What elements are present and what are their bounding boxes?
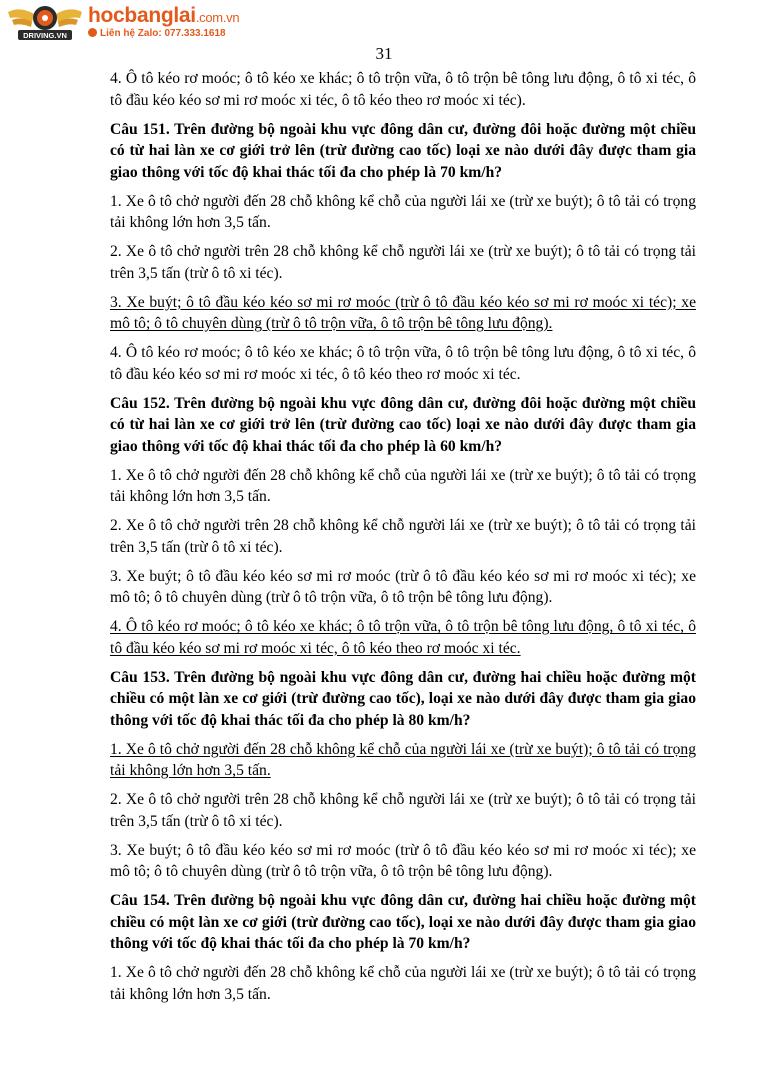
brand-main: hocbanglai <box>88 4 196 27</box>
answer-option <box>110 241 696 284</box>
answer-option <box>110 789 696 832</box>
driving-logo-icon <box>6 2 84 42</box>
answer-option-text: 3. Xe buýt; ô tô đầu kéo kéo sơ mi rơ moóc (trừ ô tô đầu kéo kéo sơ mi rơ moóc xi téc); xe mô tô; ô tô chuyên dùng (trừ ô tô trộn vữa, ô tô trộn bê tông lưu động). <box>110 841 696 880</box>
answer-option-correct <box>110 739 696 782</box>
question-title: Câu 154. Trên đường bộ ngoài khu vực đông dân cư, đường hai chiều hoặc đường một chiều có một làn xe cơ giới (trừ đường cao tốc), loại xe nào dưới đây được tham gia giao thông với tốc độ khai thác tối đa cho phép là 70 km/h? <box>110 892 696 952</box>
question-block <box>110 890 696 1005</box>
document-body <box>110 68 696 1013</box>
answer-option <box>110 191 696 234</box>
question-title: Câu 152. Trên đường bộ ngoài khu vực đông dân cư, đường đôi hoặc đường một chiều có từ hai làn xe cơ giới trở lên (trừ đường cao tốc) loại xe nào dưới đây được tham gia giao thông với tốc độ khai thác tối đa cho phép là 60 km/h? <box>110 394 696 455</box>
answer-option-text: 1. Xe ô tô chở người đến 28 chỗ không kể chỗ của người lái xe (trừ xe buýt); ô tô tải có trọng tải không lớn hơn 3,5 tấn. <box>110 466 696 505</box>
answer-option <box>110 566 696 609</box>
answer-option-text: 1. Xe ô tô chở người đến 28 chỗ không kể chỗ của người lái xe (trừ xe buýt); ô tô tải có trọng tải không lớn hơn 3,5 tấn. <box>110 192 696 231</box>
question-block <box>110 667 696 883</box>
answer-option-text: 4. Ô tô kéo rơ moóc; ô tô kéo xe khác; ô tô trộn vữa, ô tô trộn bê tông lưu động, ô tô xi téc, ô tô đầu kéo kéo sơ mi rơ moóc xi téc, ô tô kéo theo rơ moóc xi téc. <box>110 618 696 657</box>
answer-option <box>110 962 696 1005</box>
answer-option-text: 1. Xe ô tô chở người đến 28 chỗ không kể chỗ của người lái xe (trừ xe buýt); ô tô tải có trọng tải không lớn hơn 3,5 tấn. <box>110 964 696 1003</box>
page-number: 31 <box>375 44 393 63</box>
logo-text: DRIVING.VN <box>23 31 67 40</box>
answer-option-text: 3. Xe buýt; ô tô đầu kéo kéo sơ mi rơ moóc (trừ ô tô đầu kéo kéo sơ mi rơ moóc xi téc); xe mô tô; ô tô chuyên dùng (trừ ô tô trộn vữa, ô tô trộn bê tông lưu động). <box>110 567 696 606</box>
answer-option-text: 3. Xe buýt; ô tô đầu kéo kéo sơ mi rơ moóc (trừ ô tô đầu kéo kéo sơ mi rơ moóc xi téc); xe mô tô; ô tô chuyên dùng (trừ ô tô trộn vữa, ô tô trộn bê tông lưu động). <box>110 293 696 332</box>
question-title: Câu 151. Trên đường bộ ngoài khu vực đông dân cư, đường đôi hoặc đường một chiều có từ hai làn xe cơ giới trở lên (trừ đường cao tốc) loại xe nào dưới đây được tham gia giao thông với tốc độ khai thác tối đa cho phép là 70 km/h? <box>110 120 696 181</box>
question-block <box>110 119 696 386</box>
answer-option-text: 2. Xe ô tô chở người trên 28 chỗ không kể chỗ người lái xe (trừ xe buýt); ô tô tải có trọng tải trên 3,5 tấn (trừ ô tô xi téc). <box>110 517 696 556</box>
brand-domain: .com.vn <box>195 10 240 25</box>
brand-name <box>88 4 239 28</box>
contact-line <box>88 28 226 39</box>
answer-option-text: 2. Xe ô tô chở người trên 28 chỗ không kể chỗ người lái xe (trừ xe buýt); ô tô tải có trọng tải trên 3,5 tấn (trừ ô tô xi téc). <box>110 791 696 830</box>
answer-option <box>110 515 696 558</box>
page-header <box>4 0 284 48</box>
question-list <box>110 119 696 1006</box>
answer-option-text: 2. Xe ô tô chở người trên 28 chỗ không kể chỗ người lái xe (trừ xe buýt); ô tô tải có trọng tải trên 3,5 tấn (trừ ô tô xi téc). <box>110 243 696 282</box>
continuation-paragraph: 4. Ô tô kéo rơ moóc; ô tô kéo xe khác; ô tô trộn vữa, ô tô trộn bê tông lưu động, ô tô xi téc, ô tô đầu kéo kéo sơ mi rơ moóc xi téc, ô tô kéo theo rơ moóc xi téc). <box>110 70 696 109</box>
answer-option <box>110 465 696 508</box>
answer-option-correct <box>110 616 696 659</box>
answer-option-correct <box>110 292 696 335</box>
phone-icon <box>88 28 97 37</box>
question-block <box>110 393 696 660</box>
contact-text: Liên hệ Zalo: 077.333.1618 <box>100 28 226 39</box>
answer-option <box>110 840 696 883</box>
answer-option-text: 4. Ô tô kéo rơ moóc; ô tô kéo xe khác; ô tô trộn vữa, ô tô trộn bê tông lưu động, ô tô xi téc, ô tô đầu kéo kéo sơ mi rơ moóc xi téc, ô tô kéo theo rơ moóc xi téc. <box>110 344 696 383</box>
question-title: Câu 153. Trên đường bộ ngoài khu vực đông dân cư, đường hai chiều hoặc đường một chiều có một làn xe cơ giới (trừ đường cao tốc), loại xe nào dưới đây được tham gia giao thông với tốc độ khai thác tối đa cho phép là 80 km/h? <box>110 668 696 729</box>
answer-option-text: 1. Xe ô tô chở người đến 28 chỗ không kể chỗ của người lái xe (trừ xe buýt); ô tô tải có trọng tải không lớn hơn 3,5 tấn. <box>110 740 696 779</box>
answer-option <box>110 342 696 385</box>
